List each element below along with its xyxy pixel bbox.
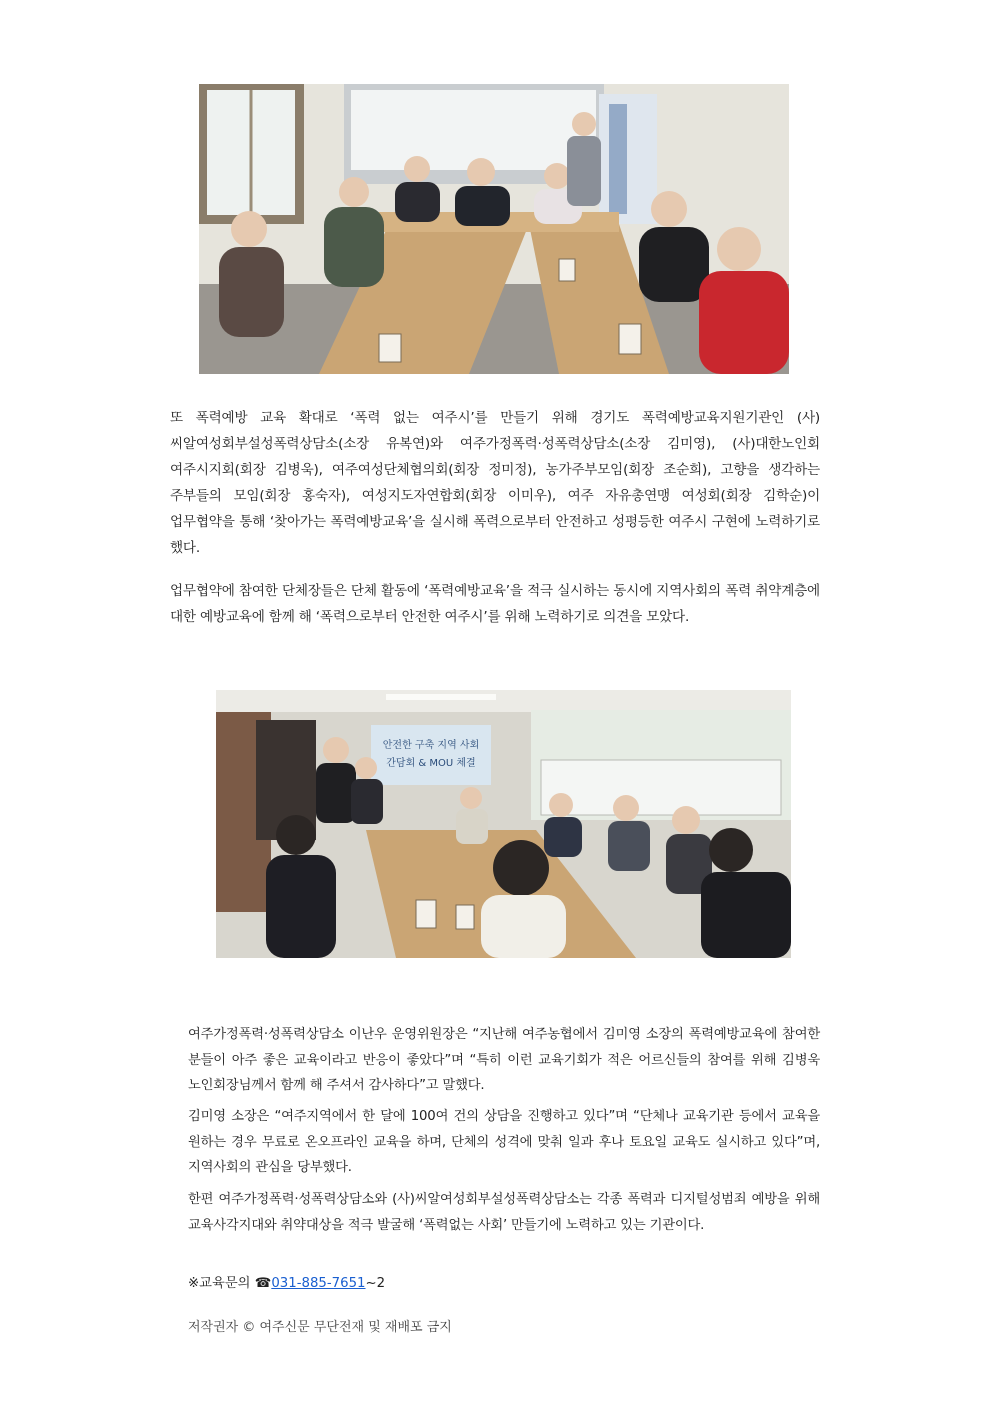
article-paragraph-3: 여주가정폭력·성폭력상담소 이난우 운영위원장은 “지난해 여주농협에서 김미영 소장의 폭력예방교육에 참여한 분들이 아주 좋은 교육이라고 반응이 좋았다”며 “특히 이런 교육기회가 적은 어르신들의 참여를 위해 김병욱 노인회장님께서 함께 해 주셔서 감사하다”고 말했다. [188, 1027, 820, 1093]
article-paragraph-1: 또 폭력예방 교육 확대로 ‘폭력 없는 여주시’를 만들기 위해 경기도 폭력예방교육지원기관인 (사)씨알여성회부설성폭력상담소(소장 유복연)와 여주가정폭력·성폭력상담소(소장 김미영), (사)대한노인회 여주시지회(회장 김병욱), 여주여성단체협의회(회장 정미정), 농가주부모임(회장 조순희), 고향을 생각하는 주부들의 모임(회장 홍숙자), 여성지도자연합회(회장 이미우), 여주 자유총연맹 여성회(회장 김학순)이 업무협약을 통해 ‘찾아가는 폭력예방교육’을 실시해 폭력으로부터 안전하고 성평등한 여주시 구현에 노력하기로 했다. [170, 410, 820, 556]
article-paragraph-2: 업무협약에 참여한 단체장들은 단체 활동에 ‘폭력예방교육’을 적극 실시하는 동시에 지역사회의 폭력 취약계층에 대한 예방교육에 함께 해 ‘폭력으로부터 안전한 여주시’를 위해 노력하기로 의견을 모았다. [170, 583, 820, 625]
contact-prefix: ※교육문의 ☎ [188, 1276, 272, 1291]
copyright-notice: 저작권자 © 여주신문 무단전재 및 재배포 금지 [188, 1320, 452, 1335]
banner-line-1: 안전한 구축 지역 사회 [382, 740, 480, 751]
contact-suffix: ~2 [365, 1276, 386, 1291]
meeting-photo-bottom [216, 690, 791, 958]
contact-line [188, 1272, 385, 1291]
meeting-photo-top [199, 84, 789, 374]
phone-link[interactable]: 031-885-7651 [271, 1276, 366, 1291]
banner-line-2: 간담회 & MOU 체결 [386, 758, 476, 769]
article-paragraph-5: 한편 여주가정폭력·성폭력상담소와 (사)씨알여성회부설성폭력상담소는 각종 폭력과 디지털성범죄 예방을 위해 교육사각지대와 취약대상을 적극 발굴해 ‘폭력없는 사회’ 만들기에 노력하고 있는 기관이다. [188, 1192, 820, 1233]
article-paragraph-4: 김미영 소장은 “여주지역에서 한 달에 100여 건의 상담을 진행하고 있다”며 “단체나 교육기관 등에서 교육을 원하는 경우 무료로 온오프라인 교육을 하며, 단체의 성격에 맞춰 일과 후나 토요일 교육도 실시하고 있다”며, 지역사회의 관심을 당부했다. [188, 1109, 820, 1175]
